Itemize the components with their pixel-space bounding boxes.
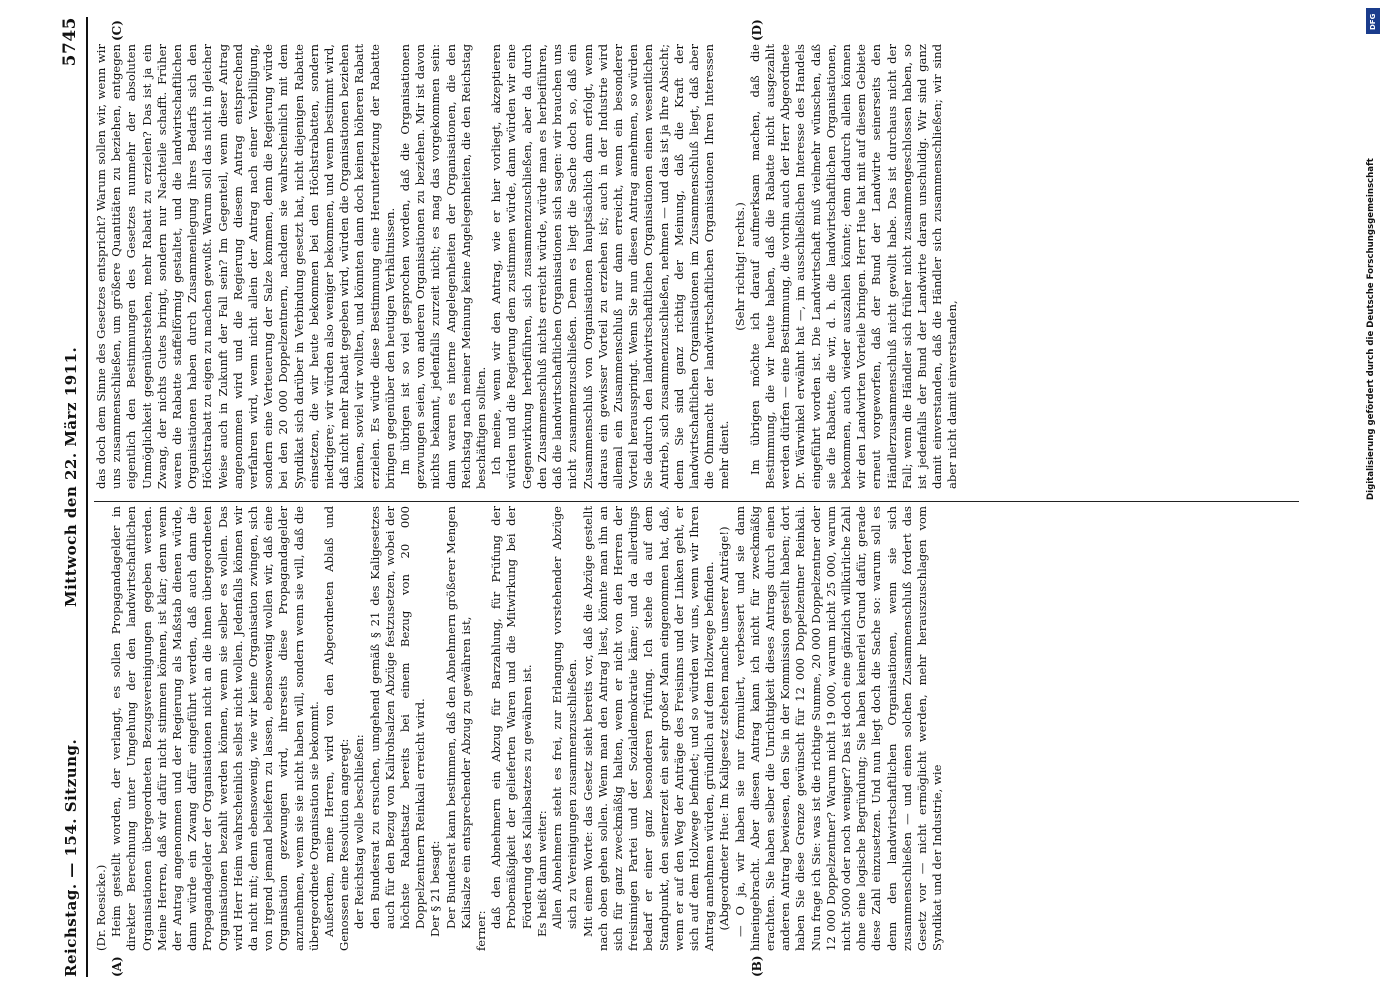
- page-number: 5745: [60, 17, 80, 67]
- margin-mark-b: (B): [750, 955, 764, 977]
- paragraph: Der § 21 besagt:: [428, 840, 443, 937]
- left-column: [94, 506, 945, 951]
- right-column: [94, 44, 961, 489]
- margin-mark-d: (D): [750, 19, 764, 41]
- quote-intro: der Reichstag wolle beschließen:: [352, 734, 367, 929]
- paragraph: — O ja, wir haben sie nur formuliert, verbessert und sie dann hineingebracht. Aber diesen Antrag kann ich nicht für zweckmäßig erachten. Sie haben selber die Unrichtigkeit dieses Antrags durch einen anderen Antrag bewiesen, den Sie in der Kommission gestellt haben; dort haben Sie diese Grenze gewünscht für 12 000 Doppelzentner Reinkali. Nun frage ich Sie: was ist die richtige Summe, 20 000 Doppelzentner oder 12 000 Doppelzentner? Warum nicht 19 000, warum nicht 25 000, warum nicht 5000 oder noch weniger? Das ist doch eine gänzlich willkürliche Zahl ohne eine logische Begründung; Sie haben keinerlei Grund dafür, gerade diese Zahl einzusetzen. Und nun liegt doch die Sache so: warum soll es denn den landwirtschaftlichen Organisationen, wenn sie sich zusammenschließen — und einen solchen Zusammenschluß fordert das Gesetz vor — nicht ermöglicht werden, mehr herauszuschlagen vom Syndikat und der Industrie, wie: [732, 506, 945, 951]
- quote: daß den Abnehmern ein Abzug für Barzahlung, für Prüfung der Probemäßigkeit der gelieferten Waren und die Mitwirkung bei der Förderung des Kaliabsatzes zu gewähren ist.: [489, 506, 534, 929]
- quote: den Bundesrat zu ersuchen, umgehend gemäß § 21 des Kaligesetzes auch für den Bezug von Kalirohsalzen Abzüge festzusetzen, wobei der höchste Rabattsatz bereits bei einem Bezug von 20 000 Doppelzentnern Reinkali erreicht wird.: [367, 506, 428, 929]
- quote: Allen Abnehmern steht es frei, zur Erlangung vorstehender Abzüge sich zu Vereinigungen zusammenzuschließen.: [550, 506, 580, 929]
- ferner-label: ferner:: [474, 910, 489, 951]
- interjection: (Sehr richtig! rechts.): [732, 202, 747, 331]
- dfg-logo: DFG: [1366, 8, 1380, 34]
- quote: Der Bundesrat kann bestimmen, daß den Abnehmern größerer Mengen Kalisalze ein entsprechender Abzug zu gewähren ist,: [443, 506, 473, 929]
- paragraph: Im übrigen möchte ich darauf aufmerksam machen, daß die Bestimmung, die wir heute haben, daß die Rabatte nicht ausgezahlt werden dürfen — eine Bestimmung, die vorhin auch der Herr Abgeordnete Dr. Wärwinkel erwähnt hat —, im ausschließlichen Interesse des Handels eingeführt worden ist. Die Landwirtschaft muß vielmehr wünschen, daß sie die Rabatte, die wir, d. h. die landwirtschaftlichen Organisationen, bekommen, auch wieder auszahlen könnte; denn dadurch allein können wir den Landwirten Vorteile bringen. Herr Hue hat mit auf diesem Gebiete erneut vorgeworfen, daß der Bund der Landwirte seinerseits den Händlerzusammenschluß nicht gewollt habe. Das ist durchaus nicht der Fall; wenn die Händler sich früher nicht zusammengeschlossen haben, so ist jedenfalls der Bund der Landwirte daran unschuldig. Wir sind ganz damit einverstanden, daß die Händler sich zusammenschließen; wir sind aber nicht damit einverstanden,: [747, 44, 960, 489]
- paragraph: das doch dem Sinne des Gesetzes entspricht? Warum sollen wir, wenn wir uns zusammenschließen, um größere Quantitäten zu beziehen, entgegen eigentlich den Bestimmungen des Gesetzes nunmehr der absoluten Unmöglichkeit gegenüberstehen, mehr Rabatt zu erzielen? Das ist ja ein Zwang, der nichts Gutes bringt, sondern nur Nachteile schafft. Früher waren die Rabatte staffelförmig gestaltet, und die landwirtschaftlichen Organisationen haben durch Zusammenlegung ihres Bedarfs sich den Höchstrabatt zu eigen zu machen gewußt. Warum soll das nicht in gleicher Weise auch in Zukunft der Fall sein? Im Gegenteil, wenn dieser Antrag angenommen wird und die Regierung diesem Antrag entsprechend verfahren wird, wenn nicht allein der Antrag nach einer Verbilligung, sondern eine Verteuerung der Salze kommen, denn die Regierung würde bei den 20 000 Doppelzentnern, nachdem sie wahrscheinlich mit dem Syndikat sich darüber in Verbindung gesetzt hat, nicht diejenigen Rabatte einsetzen, die wir heute bekommen bei den Höchstrabatten, sondern niedrigere; wir würden also weniger bekommen, und wenn bestimmt wird, daß nicht mehr Rabatt gegeben wird, würden die Organisationen beziehen können, soviel wir wollten, und könnten dann doch keinen höheren Rabatt erzielen. Es würde diese Bestimmung eine Herunterfetzung der Rabatte bringen gegenüber den heutigen Verhältnissen.: [94, 44, 397, 489]
- header-left: Reichstag. — 154. Sitzung.: [62, 738, 80, 977]
- column-rule: [94, 501, 1299, 502]
- paragraph: Es heißt dann weiter:: [534, 810, 549, 937]
- paragraph: Heim gestellt worden, der verlangt, es sollen Propagandagelder in direkter Berechnung unter Umgehung der den landwirtschaftlichen Organisationen übergeordneten Bezugsvereinigungen gegeben werden. Meine Herren, daß wir dafür nicht stimmen können, ist klar; denn wenn der Antrag angenommen und der Regierung als Maßstab dienen würde, dann würde ein Zwang dafür eingeführt werden, daß auch dann die Propagandagelder der Organisationen nicht an die ihnen übergeordneten Organisationen bezahlt werden können, wenn sie selber es wollen. Das wird Herr Heim wahrscheinlich selbst nicht wollen. Jedenfalls können wir da nicht mit; denn ebensowenig, wie wir keine Organisation zwingen, sich von irgend jemand beliefern zu lassen, ebensowenig wollen wir, daß eine Organisation gezwungen wird, ihrerseits diese Propagandagelder anzunehmen, wenn sie sie nicht haben will, sondern wenn sie will, daß die übergeordnete Organisation sie bekommt.: [109, 506, 321, 951]
- funding-note: Digitalisierung gefördert durch die Deutsche Forschungsgemeinschaft: [1366, 158, 1376, 500]
- document-page: [60, 17, 1310, 977]
- paragraph: Außerdem, meine Herren, wird von den Abgeordneten Ablaß und Genossen eine Resolution angeregt:: [322, 506, 352, 951]
- header-center: Mittwoch den 22. März 1911.: [62, 346, 80, 607]
- page-header: [60, 17, 86, 977]
- margin-mark-c: (C): [110, 20, 124, 41]
- paragraph: Ich meine, wenn wir den Antrag, wie er hier vorliegt, akzeptieren würden und die Regierung dem zustimmen würde, dann würden wir eine Gegenwirkung herbeiführen, sich zusammenzuschließen, aber da durch den Zusammenschluß nichts erreicht würde, würde man es herbeiführen, daß die landwirtschaftlichen Organisationen sich sagen: wir brauchen uns nicht zusammenzuschließen. Denn es liegt die Sache doch so, daß ein Zusammenschluß von Organisationen hauptsächlich dann erfolgt, wenn daraus ein gewisser Vorteil zu erziehen ist; auch in der Industrie wird allemal ein Zusammenschluß nur dann erreicht, wenn ein besonderer Vorteil herausspringt. Wenn Sie nun diesen Antrag annehmen, so würden Sie dadurch den landwirtschaftlichen Organisationen einen wesentlichen Antrieb, sich zusammenzuschließen, nehmen — und das ist ja Ihre Absicht; denn Sie sind ganz richtig der Meinung, daß die Kraft der landwirtschaftlichen Organisationen im Zusammenschluß liegt, daß aber die Ohnmacht der landwirtschaftlichen Organisationen Ihren Interessen mehr dient.: [489, 44, 732, 489]
- paragraph: Im übrigen ist so viel gesprochen worden, daß die Organisationen gezwungen seien, von anderen Organisationen zu beziehen. Mir ist davon nichts bekannt, jedenfalls zurzeit nicht; es mag das vorgekommen sein: dann waren es interne Angelegenheiten der Organisationen, die den Reichstag nach meiner Meinung keine Angelegenheiten, die den Reichstag beschäftigen sollten.: [398, 44, 489, 489]
- speaker-reference: (Dr. Roesicke.): [94, 864, 108, 951]
- margin-mark-a: (A): [110, 956, 124, 977]
- header-rule: [86, 17, 88, 977]
- interjection: (Abgeordneter Hue: Im Kaligesetz stehen manche unserer Anträge!): [717, 526, 732, 931]
- paragraph: Mit einem Worte: das Gesetz sieht bereits vor, daß die Abzüge gestellt nach oben gehen sollen. Wenn man den Antrag liest, könnte man ihn an sich für ganz zweckmäßig halten, wenn er nicht von den Herren der freisinnigen Partei und der Sozialdemokratie käme; und da allerdings bedarf er einer ganz besonderen Prüfung. Ich stehe da auf dem Standpunkt, den seinerzeit ein sehr großer Mann eingenommen hat, daß, wenn er auf den Weg der Anträge des Freisinns und der Linken geht, er sich auf dem Holzwege befindet; und so würden wir uns, wenn wir Ihren Antrag annehmen würden, gründlich auf dem Holzwege befinden.: [580, 506, 717, 951]
